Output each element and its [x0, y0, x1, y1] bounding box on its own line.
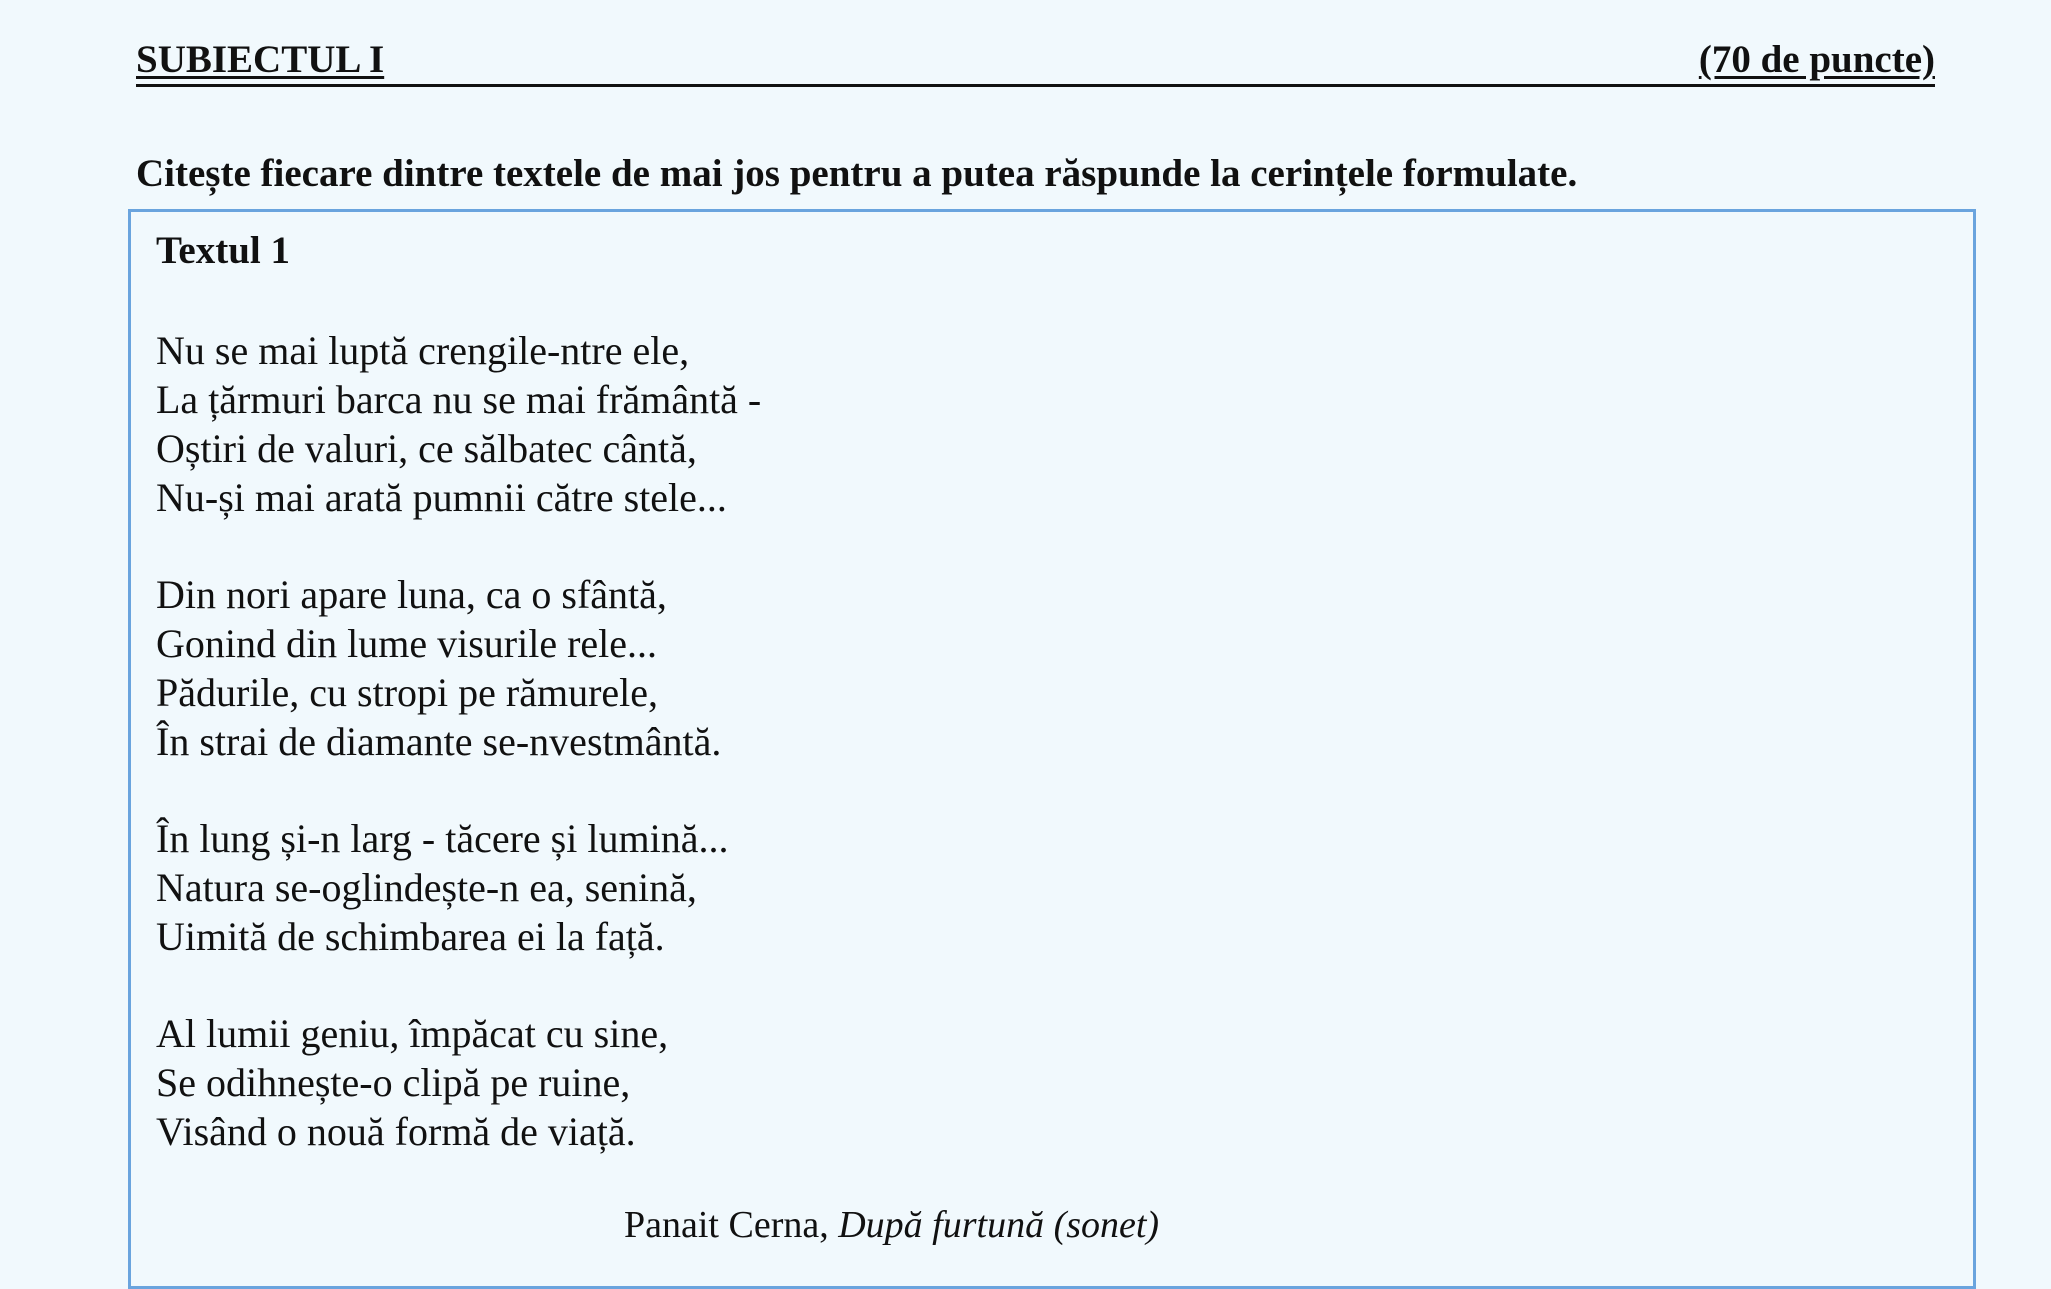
- poem-line: Pădurile, cu stropi pe rămurele,: [156, 670, 659, 715]
- author-name: Panait Cerna,: [624, 1204, 829, 1246]
- poem-line: Se odihnește-o clipă pe ruine,: [156, 1060, 631, 1105]
- poem-line: Gonind din lume visurile rele...: [156, 621, 658, 666]
- poem-line: În strai de diamante se-nvestmântă.: [156, 719, 722, 764]
- poem-line: Oștiri de valuri, ce sălbatec cântă,: [156, 426, 697, 471]
- instruction-text: Citește fiecare dintre textele de mai jos pentru a putea răspunde la cerințele formulate.: [136, 152, 1578, 195]
- stanza: [156, 814, 761, 961]
- poem-line: Visând o nouă formă de viață.: [156, 1109, 636, 1154]
- poem: [156, 326, 761, 1204]
- subject-title: SUBIECTUL I: [136, 38, 385, 81]
- poem-line: Uimită de schimbarea ei la față.: [156, 914, 665, 959]
- poem-line: La țărmuri barca nu se mai frământă -: [156, 377, 762, 422]
- poem-line: Nu-și mai arată pumnii către stele...: [156, 475, 727, 520]
- subject-header: [136, 36, 1935, 87]
- subject-points: (70 de puncte): [1698, 38, 1935, 81]
- text-title: Textul 1: [156, 229, 291, 272]
- poem-line: Al lumii geniu, împăcat cu sine,: [156, 1011, 669, 1056]
- work-title: După furtună (sonet): [838, 1204, 1160, 1246]
- poem-line: În lung și-n larg - tăcere și lumină...: [156, 816, 729, 861]
- poem-line: Natura se-oglindește-n ea, senină,: [156, 865, 697, 910]
- stanza: [156, 1009, 761, 1156]
- poem-line: Din nori apare luna, ca o sfântă,: [156, 572, 667, 617]
- stanza: [156, 570, 761, 766]
- stanza: [156, 326, 761, 522]
- poem-line: Nu se mai luptă crengile-ntre ele,: [156, 328, 690, 373]
- poem-source: [624, 1200, 1159, 1250]
